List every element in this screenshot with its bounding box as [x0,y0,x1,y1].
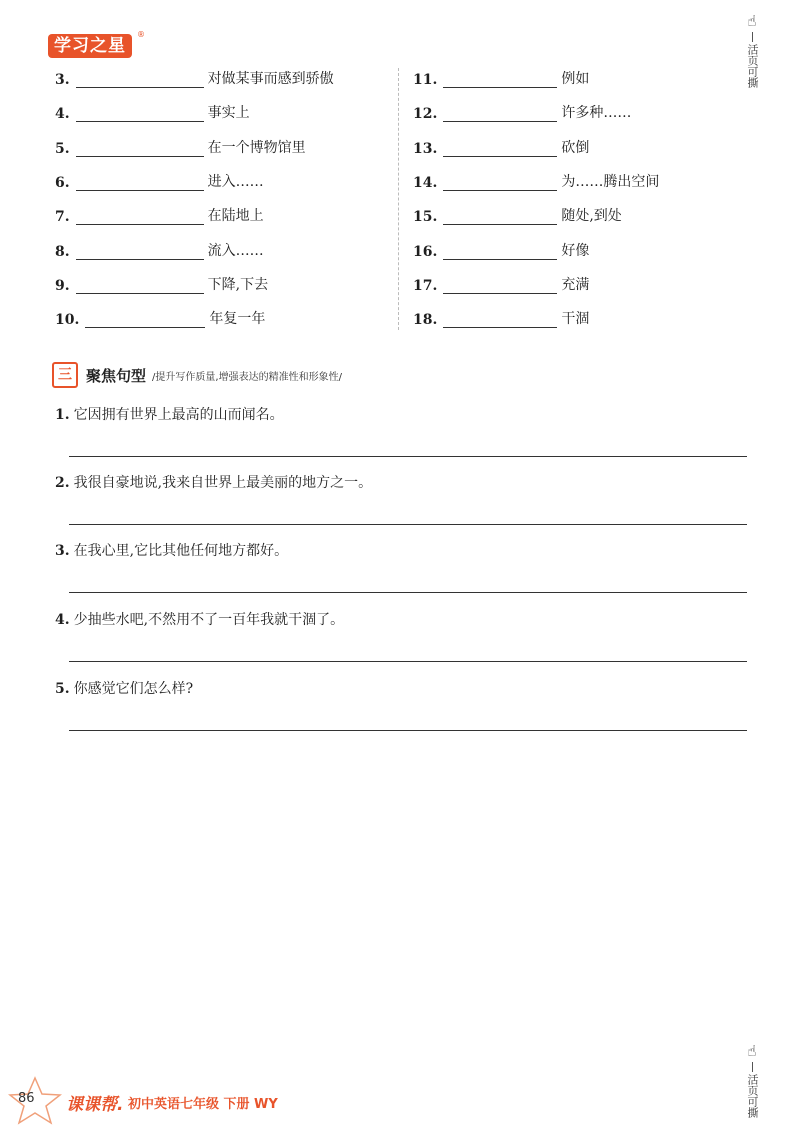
item-number: 3. [55,72,70,88]
answer-blank[interactable] [443,208,557,225]
column-divider [398,68,399,330]
sentence-prompt [55,472,747,492]
answer-blank[interactable] [443,140,557,157]
page-number: 86 [18,1091,35,1106]
chinese-meaning: 在陆地上 [207,208,264,225]
item-number: 14. [413,174,438,191]
chinese-meaning: 好像 [561,242,590,259]
star-icon [8,1076,62,1126]
answer-blank[interactable] [443,174,557,191]
answer-line[interactable] [69,730,747,731]
cut-line [752,1062,753,1072]
vocab-item [55,201,264,225]
item-number: 8. [55,243,70,260]
vocab-item [55,270,268,294]
item-number: 7. [55,209,70,226]
item-number: 4. [55,106,70,123]
vocab-item [55,236,264,260]
tear-off-label: 活页可撕 [746,44,759,88]
item-number: 5. [55,140,70,157]
vocabulary-exercise [55,64,745,334]
item-number: 15. [413,209,438,226]
item-number: 12. [413,106,438,123]
answer-blank[interactable] [443,243,557,260]
answer-blank[interactable] [76,174,204,191]
item-number: 18. [413,312,438,329]
answer-blank[interactable] [443,71,557,88]
item-number: 3. [55,543,70,559]
section-title: 聚焦句型 [86,366,147,385]
cut-line [752,32,753,42]
vocab-item [55,64,334,88]
item-number: 1. [55,407,70,423]
sentence-item [55,472,747,492]
vocab-item [55,167,264,191]
sentence-item [55,609,747,629]
chinese-meaning: 为……腾出空间 [561,173,660,190]
answer-line[interactable] [69,592,747,593]
vocab-item [413,98,631,122]
item-number: 11. [413,72,438,88]
sentence-prompt [55,609,747,629]
answer-blank[interactable] [76,71,204,88]
tear-off-label: 活页可撕 [746,1074,759,1118]
section-header [52,362,342,388]
sentence-item [55,678,747,698]
answer-line[interactable] [69,456,747,457]
chinese-sentence: 在我心里,它比其他任何地方都好。 [73,543,289,559]
chinese-sentence: 我很自豪地说,我来自世界上最美丽的地方之一。 [73,475,373,491]
item-number: 9. [55,277,70,294]
item-number: 2. [55,475,70,491]
brand-name: 课课帮. [66,1095,124,1115]
hand-pointer-icon: ☝ [747,12,757,30]
answer-blank[interactable] [76,105,204,122]
vocab-item [413,304,589,328]
answer-blank[interactable] [443,311,557,328]
answer-blank[interactable] [85,311,205,328]
chinese-meaning: 年复一年 [209,311,266,328]
vocab-item [413,201,622,225]
chinese-meaning: 充满 [561,276,590,293]
item-number: 4. [55,612,70,628]
item-number: 10. [55,312,80,329]
chinese-meaning: 对做某事而感到骄傲 [207,71,334,87]
vocab-item [413,236,589,260]
answer-blank[interactable] [76,208,204,225]
sentence-prompt [55,540,747,560]
vocab-item [55,304,265,328]
page-footer [0,1082,800,1122]
vocab-item [413,133,589,157]
vocab-item [413,167,659,191]
section-subtitle: /提升写作质量,增强表达的精准性和形象性/ [152,371,342,383]
chinese-meaning: 随处,到处 [561,208,622,225]
chinese-sentence: 你感觉它们怎么样? [73,681,194,697]
vocab-item [55,98,250,122]
item-number: 13. [413,140,438,157]
chinese-meaning: 例如 [561,71,590,87]
vocab-item [55,133,306,157]
sentence-item [55,540,747,560]
publisher-logo: 学习之星 [48,34,132,58]
item-number: 16. [413,243,438,260]
registered-mark: ® [137,30,145,39]
chinese-meaning: 许多种…… [561,105,632,122]
answer-blank[interactable] [76,277,204,294]
chinese-meaning: 流入…… [207,242,264,259]
chinese-meaning: 事实上 [207,105,250,122]
vocab-item [413,64,589,88]
item-number: 5. [55,681,70,697]
answer-blank[interactable] [443,277,557,294]
hand-pointer-icon: ☝ [747,1042,757,1060]
chinese-meaning: 在一个博物馆里 [207,139,306,156]
answer-blank[interactable] [76,140,204,157]
item-number: 17. [413,277,438,294]
book-title: 初中英语七年级 下册 WY [128,1097,278,1112]
chinese-meaning: 砍倒 [561,139,590,156]
chinese-meaning: 进入…… [207,173,264,190]
sentence-prompt [55,404,747,424]
answer-line[interactable] [69,661,747,662]
answer-line[interactable] [69,524,747,525]
chinese-meaning: 干涸 [561,311,590,328]
chinese-meaning: 下降,下去 [207,276,269,293]
item-number: 6. [55,174,70,191]
answer-blank[interactable] [443,105,557,122]
sentence-item [55,404,747,424]
section-number-icon: 三 [52,362,78,388]
chinese-sentence: 它因拥有世界上最高的山而闻名。 [73,407,284,423]
sentence-prompt [55,678,747,698]
vocab-item [413,270,589,294]
answer-blank[interactable] [76,243,204,260]
chinese-sentence: 少抽些水吧,不然用不了一百年我就干涸了。 [73,612,345,628]
